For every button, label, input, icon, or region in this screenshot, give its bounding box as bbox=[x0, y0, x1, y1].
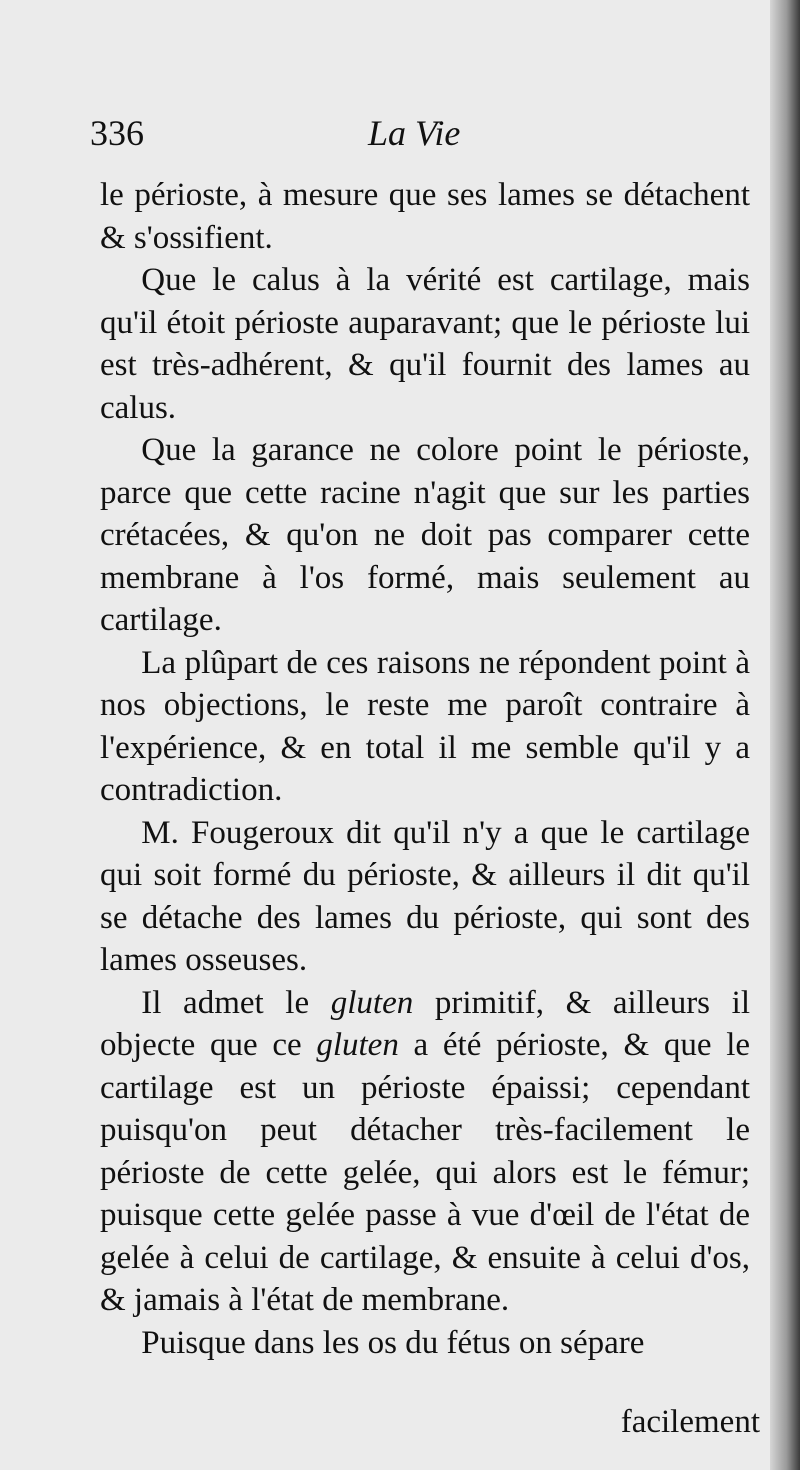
paragraph-continued: le périoste, à mesure que ses lames se détachent & s'ossifient. bbox=[100, 177, 750, 256]
paragraph: Que la garance ne colore point le périoste, parce que cette racine n'agit que sur les parties crétacées, & qu'on ne doit pas comparer cette membrane à l'os formé, mais seulement au cartilage. bbox=[100, 432, 750, 638]
paragraph: Que le calus à la vérité est cartilage, mais qu'il étoit périoste auparavant; que le périoste lui est très-adhérent, & qu'il fournit des lames au calus. bbox=[100, 262, 750, 426]
page-header bbox=[90, 112, 770, 156]
paragraph: Puisque dans les os du fétus on sépare bbox=[141, 1324, 645, 1361]
page-gutter-shadow bbox=[770, 0, 800, 1470]
paragraph bbox=[100, 982, 750, 1322]
paragraph-text: primitif, & ailleurs il objecte que ce bbox=[100, 984, 750, 1063]
paragraph: La plûpart de ces raisons ne répondent point à nos objections, le reste me paroît contraire à l'expérience, & en total il me semble qu'il y a contradiction. bbox=[100, 644, 750, 808]
italic-term: gluten bbox=[316, 1027, 399, 1063]
body-text bbox=[100, 174, 750, 1364]
paragraph: M. Fougeroux dit qu'il n'y a que le cartilage qui soit formé du périoste, & ailleurs il dit qu'il se détache des lames du périoste, qui sont des lames osseuses. bbox=[100, 814, 750, 978]
paragraph-text: Il admet le bbox=[141, 984, 331, 1021]
italic-term: gluten bbox=[330, 984, 414, 1021]
paragraph-text: a été périoste, & que le cartilage est un périoste épaissi; cependant puisqu'on peut détacher très-facilement le périoste de cette gelée, qui alors est le fémur; puisque cette gelée passe à vue d'œil de l'état de gelée à celui de cartilage, & ensuite à celui d'os, & jamais à l'état de membrane. bbox=[100, 1027, 751, 1318]
page-number: 336 bbox=[90, 113, 144, 153]
catchword: facilement bbox=[620, 1404, 760, 1440]
running-title: La Vie bbox=[368, 113, 461, 153]
